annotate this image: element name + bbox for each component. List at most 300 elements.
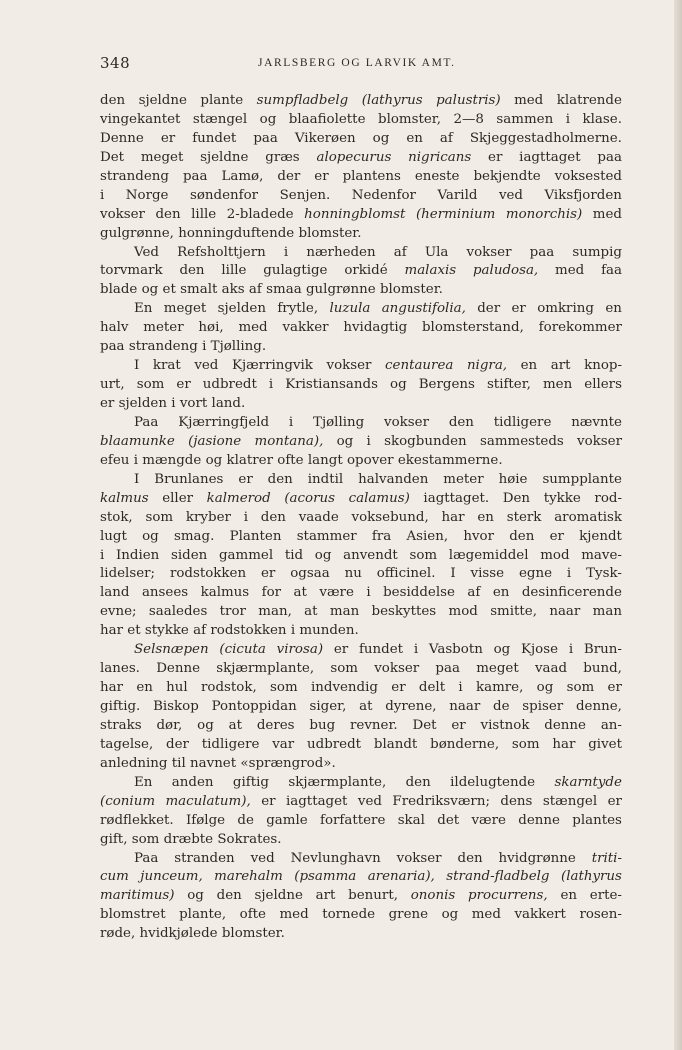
text-line [100, 679, 622, 698]
word: som [131, 831, 160, 847]
word: paa [597, 149, 622, 165]
word: Pontoppidan [211, 699, 297, 714]
word: en [477, 509, 494, 525]
word: 2—8 [453, 111, 484, 127]
text-line [100, 812, 622, 831]
word: vokser [100, 206, 145, 222]
running-head: JARLSBERG OG LARVIK AMT. [258, 57, 456, 69]
word: siger, [309, 699, 347, 714]
italic-word: maritimus) [100, 888, 175, 904]
word: Ved [134, 244, 159, 260]
word: fundet [192, 130, 237, 146]
word: der [166, 736, 189, 752]
word: krat [152, 358, 181, 374]
text-line [100, 868, 622, 887]
word: gift, [100, 831, 128, 847]
word: lille [191, 206, 217, 222]
word: Lamø, [221, 168, 264, 184]
text-line [100, 755, 622, 774]
word: har [100, 623, 124, 639]
word: sjeldne [200, 149, 249, 165]
word: paa [182, 168, 208, 184]
word: hvidgrønne [498, 850, 576, 866]
word: blomster, [378, 111, 441, 127]
word: stranden [174, 850, 235, 866]
word: at [359, 699, 373, 714]
word: for [261, 585, 282, 601]
word: «sprængrod». [240, 755, 336, 771]
word: vakkert [514, 907, 566, 923]
text-line [100, 130, 622, 149]
word: halvanden [358, 471, 429, 487]
word: i [171, 396, 176, 411]
word: Biskop [153, 699, 199, 714]
text-line [100, 338, 622, 357]
word: sjeldne [254, 888, 303, 904]
word: denne [518, 812, 560, 828]
word: rodstok, [201, 680, 257, 696]
word: som [566, 680, 595, 696]
word: klatrer [226, 452, 273, 468]
word: i [568, 642, 574, 658]
text-line [100, 736, 622, 755]
text-line [100, 547, 622, 566]
word: den [179, 263, 205, 279]
word: skjærmplante, [288, 774, 387, 790]
word: blomster. [379, 282, 443, 298]
text-line [100, 225, 622, 244]
italic-word: calamus) [348, 490, 410, 506]
word: som [409, 547, 438, 563]
word: der [477, 301, 501, 317]
word: evne; [100, 604, 137, 620]
text-line [100, 641, 622, 660]
word: udbredt [202, 377, 257, 393]
text-line [100, 565, 622, 584]
italic-word: montana), [254, 433, 324, 449]
word: Vikerøen [294, 130, 356, 146]
word: sjelden [118, 396, 167, 411]
italic-word: ononis [410, 888, 456, 904]
word: officinel. [376, 566, 436, 582]
word: 2-bladede [226, 206, 294, 222]
word: eneste [414, 168, 460, 184]
word: i [366, 585, 371, 601]
text-line [100, 717, 622, 736]
word: Asien, [406, 528, 449, 544]
word: anden [171, 774, 214, 790]
word: kjendt [579, 528, 622, 544]
word: I [134, 471, 140, 487]
word: stængel [542, 793, 598, 809]
word: strandeng [100, 168, 169, 184]
word: skogbunden [384, 433, 467, 449]
word: fra [371, 528, 392, 544]
word: giftig [232, 774, 269, 790]
italic-word: honningblomst [304, 206, 406, 222]
word: gamle [266, 812, 308, 828]
word: beskyttes [371, 604, 437, 620]
text-line [100, 281, 622, 300]
word: smag. [173, 528, 215, 544]
italic-word: (herminium [415, 206, 496, 222]
word: og [142, 528, 159, 544]
word: tror [219, 604, 246, 620]
italic-word: sumpfladbelg [256, 93, 349, 108]
word: denne, [575, 699, 622, 714]
word: paa [253, 130, 278, 146]
word: som [511, 736, 540, 752]
word: sumpig [572, 244, 622, 260]
word: den [100, 93, 126, 108]
italic-word: malaxis [404, 263, 457, 279]
word: vokser [577, 433, 622, 449]
word: i [565, 111, 571, 127]
text-line [100, 357, 622, 376]
word: har [552, 736, 576, 752]
word: den [155, 206, 181, 222]
word: den [260, 509, 286, 525]
word: forfattere [320, 812, 386, 828]
word: stammer [296, 528, 357, 544]
word: græs [265, 149, 300, 165]
word: kryber [185, 509, 231, 525]
word: Det [100, 149, 125, 165]
text-line [100, 509, 622, 528]
word: og [205, 452, 223, 468]
word: der [277, 168, 301, 184]
body-text [100, 92, 622, 944]
word: være [319, 585, 354, 601]
word: Senjen. [279, 187, 331, 203]
word: og [493, 642, 511, 658]
word: iagttaget. [423, 490, 490, 506]
italic-word: (acorus [284, 490, 335, 506]
italic-word: (lathyrus [361, 93, 423, 108]
text-line [100, 92, 622, 111]
italic-word: (jasione [188, 433, 242, 449]
word: Varild [437, 187, 478, 203]
word: orkidé [344, 263, 388, 279]
word: ildelugtende [450, 774, 536, 790]
word: sumpplante [542, 471, 622, 487]
word: smalt [180, 282, 218, 298]
word: givet [588, 736, 622, 752]
word: Skjeggestadholmerne. [469, 130, 622, 146]
word: Paa [134, 414, 159, 430]
page-header [100, 54, 620, 76]
word: hvidkjølede [139, 926, 218, 942]
word: har [100, 680, 124, 696]
word: og [536, 680, 554, 696]
word: voksested [554, 168, 622, 184]
word: En [134, 774, 153, 790]
word: med [238, 320, 268, 336]
word: vokser [384, 414, 429, 430]
word: udbredt [307, 736, 362, 752]
text-line [100, 490, 622, 509]
word: grene [388, 907, 429, 923]
word: Kjærringfjeld [178, 414, 270, 430]
word: revner. [350, 717, 398, 733]
word: bekjendte [473, 168, 541, 184]
italic-word: paludosa, [472, 263, 539, 279]
word: giftig. [100, 699, 141, 714]
word: blomsterstand, [421, 320, 524, 336]
text-line [100, 850, 622, 869]
word: paa [529, 244, 555, 260]
word: er [314, 168, 329, 184]
word: som [330, 661, 358, 677]
word: som [136, 377, 165, 393]
word: sjeldne [138, 93, 187, 108]
word: søndenfor [189, 187, 259, 203]
word: fundet [358, 642, 404, 658]
text-line [100, 528, 622, 547]
word: bund, [583, 661, 622, 677]
word: mængde [142, 452, 202, 468]
text-line [100, 471, 622, 490]
word: vaad [534, 661, 568, 677]
word: en [560, 888, 577, 904]
word: med [555, 263, 585, 279]
word: en [492, 585, 510, 601]
text-line [100, 168, 622, 187]
word: I [450, 566, 456, 582]
word: er [160, 130, 176, 146]
word: land. [211, 396, 246, 411]
word: vort [179, 396, 208, 411]
word: hul [166, 680, 188, 696]
word: at [228, 717, 242, 733]
word: navnet [190, 755, 237, 771]
word: mave- [581, 547, 622, 563]
word: gulgrønne, [100, 225, 174, 241]
word: gammel [218, 547, 274, 563]
word: Sokrates. [217, 831, 282, 847]
word: art [315, 888, 336, 904]
word: anledning [100, 755, 168, 771]
italic-word: nigra, [466, 358, 508, 374]
text-line [100, 300, 622, 319]
word: være [471, 812, 506, 828]
word: plante, [179, 907, 227, 923]
word: bug [309, 717, 336, 733]
word: indvendig [310, 680, 378, 696]
word: var [272, 736, 295, 752]
word: et [162, 282, 176, 298]
word: med [471, 907, 501, 923]
word: tagelse, [100, 736, 154, 752]
word: paa [435, 661, 460, 677]
word: tid [284, 547, 304, 563]
word: ofte [277, 452, 304, 468]
word: desinficerende [521, 585, 622, 601]
word: Refsholttjern [177, 244, 266, 260]
word: torvmark [100, 263, 163, 279]
word: voksebund, [351, 509, 429, 525]
word: ogsaa [290, 566, 330, 582]
italic-word: (psamma [294, 869, 357, 885]
word: mod [448, 604, 478, 620]
word: i [202, 339, 207, 355]
word: af [439, 130, 453, 146]
word: stængel [192, 111, 248, 127]
word: dør, [156, 717, 183, 733]
word: rodstokken [169, 566, 247, 582]
word: i [100, 547, 105, 563]
italic-word: virosa) [276, 642, 324, 658]
italic-word: strand-fladbelg [446, 869, 550, 885]
word: til [171, 755, 186, 771]
word: man, [258, 604, 292, 620]
word: ved [194, 358, 219, 374]
word: stifter, [486, 377, 531, 393]
text-line [100, 906, 622, 925]
word: vokser [466, 244, 512, 260]
word: den [216, 888, 242, 904]
word: den [405, 774, 431, 790]
word: med [514, 93, 544, 108]
word: er [176, 377, 191, 393]
text-line [100, 149, 622, 168]
word: dræbte [163, 831, 214, 847]
word: strandeng [128, 339, 198, 355]
word: Ifølge [186, 812, 226, 828]
word: smitte, [490, 604, 537, 620]
italic-word: monorchis) [505, 206, 583, 222]
text-line [100, 831, 622, 850]
word: anvendt [343, 547, 398, 563]
word: skjærmplante, [216, 661, 315, 677]
word: vokser [326, 358, 372, 374]
text-line [100, 376, 622, 395]
word: Tysk- [586, 566, 622, 582]
word: i [243, 509, 248, 525]
word: art [550, 358, 571, 374]
text-line [100, 660, 622, 679]
italic-word: Selsnæpen [134, 642, 209, 658]
word: Paa [134, 850, 159, 866]
word: man [592, 604, 622, 620]
word: klase. [582, 111, 622, 127]
word: urt, [100, 377, 125, 393]
word: tidligere [201, 736, 260, 752]
word: lille [221, 263, 247, 279]
word: er [100, 396, 115, 411]
word: Norge [125, 187, 169, 203]
text-line [100, 433, 622, 452]
text-line [100, 187, 622, 206]
word: Denne [100, 130, 144, 146]
word: tykke [543, 490, 581, 506]
word: er [607, 680, 622, 696]
word: plantes [572, 812, 622, 828]
word: blomster. [221, 926, 285, 942]
word: Ula [424, 244, 449, 260]
word: og [314, 547, 332, 563]
word: vaade [298, 509, 339, 525]
word: Brunlanes [154, 471, 224, 487]
word: Viksfjorden [544, 187, 622, 203]
word: blade [100, 282, 138, 298]
word: og [187, 888, 204, 904]
word: paa [100, 339, 125, 355]
word: hvor [463, 528, 494, 544]
word: naar [549, 604, 581, 620]
word: plantens [342, 168, 401, 184]
word: lægemiddel [448, 547, 529, 563]
word: det [437, 812, 460, 828]
word: den [509, 528, 535, 544]
italic-word: centaurea [385, 358, 454, 374]
word: Kjærringvik [231, 358, 313, 374]
word: aks [221, 282, 245, 298]
word: af [193, 623, 207, 639]
word: vistnok [480, 717, 530, 733]
text-line [100, 698, 622, 717]
word: gulgrønne [305, 282, 376, 298]
italic-word: procurrens, [468, 888, 548, 904]
word: rødflekket. [100, 812, 174, 828]
word: iagttaget [519, 149, 581, 165]
word: ved [250, 850, 275, 866]
word: ansees [141, 585, 189, 601]
text-line [100, 319, 622, 338]
word: høi, [198, 320, 224, 336]
word: vokser [396, 850, 442, 866]
word: denne [544, 717, 586, 733]
word: meget [140, 149, 184, 165]
word: Kristiansands [285, 377, 378, 393]
word: nærheden [306, 244, 376, 260]
word: Det [412, 717, 437, 733]
word: ekestammerne. [397, 452, 503, 468]
word: hvidagtig [343, 320, 408, 336]
word: meter [443, 471, 484, 487]
word: af [248, 282, 262, 298]
word: ofte [239, 907, 266, 923]
word: frytle, [277, 301, 319, 317]
italic-word: alopecurus [316, 149, 392, 165]
word: vakker [282, 320, 329, 336]
word: er [488, 149, 503, 165]
word: besiddelse [383, 585, 455, 601]
word: aromatisk [554, 509, 622, 525]
word: nu [344, 566, 362, 582]
word: af [393, 244, 407, 260]
word: indtil [307, 471, 344, 487]
word: ved [498, 187, 523, 203]
word: smaa [266, 282, 302, 298]
word: vingekantet [100, 111, 181, 127]
word: naar [449, 699, 481, 714]
word: og [441, 907, 459, 923]
word: omkring [537, 301, 594, 317]
word: siden [171, 547, 208, 563]
word: og [372, 130, 390, 146]
italic-word: luzula [329, 301, 371, 317]
word: straks [100, 717, 142, 733]
word: rodstokken [210, 623, 287, 639]
word: kamre, [475, 680, 524, 696]
word: er [238, 471, 253, 487]
text-line [100, 925, 622, 944]
word: Nedenfor [351, 187, 416, 203]
text-line [100, 244, 622, 263]
word: knop- [584, 358, 622, 374]
text-line [100, 262, 622, 281]
